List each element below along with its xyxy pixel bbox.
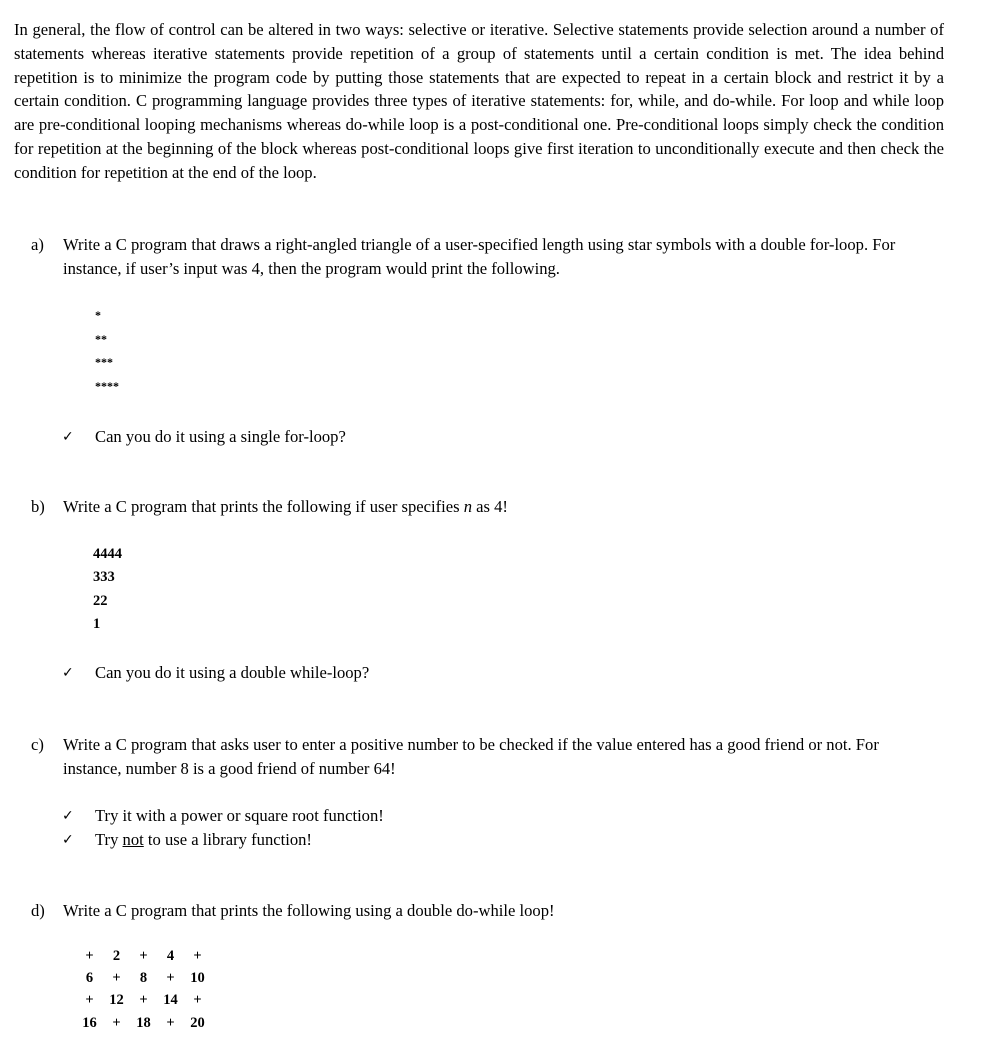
number-line: 22 <box>93 592 108 609</box>
grid-cell: 14 <box>163 992 178 1009</box>
triangle-line: **** <box>95 378 119 393</box>
grid-cell: + <box>193 992 202 1009</box>
question-a-text: Write a C program that draws a right-angled triangle of a user-specified length using star symbols with a double for-loop. For instance, if user’s input was 4, then the program would print the following. <box>63 235 896 278</box>
grid-row <box>76 945 211 967</box>
question-b-text-start: Write a C program that prints the following if user specifies <box>63 497 464 516</box>
grid-cell: + <box>85 947 94 964</box>
grid-row <box>76 990 211 1012</box>
grid-cell: 8 <box>139 969 148 986</box>
grid-row <box>76 1012 211 1034</box>
grid-cell: + <box>112 1014 121 1031</box>
checkmark-icon: ✓ <box>62 832 74 848</box>
grid-cell: 12 <box>109 992 124 1009</box>
number-line: 1 <box>93 616 101 633</box>
intro-paragraph: In general, the flow of control can be altered in two ways: selective or iterative. Selective statements provide selection around a number of statements whereas iterative statements provide repetition of a group of statements until a certain condition is met. The idea behind repetition is to minimize the program code by putting those statements that are expected to repeat in a certain block and restrict it by a certain condition. C programming language provides three types of iterative statements: for, while, and do-while. For loop and while loop are pre-conditional looping mechanisms whereas do-while loop is a post-conditional one. Pre-conditional loops simply check the condition for repetition at the beginning of the block whereas post-conditional loops give first iteration to unconditionally execute and then check the condition for repetition at the end of the loop. <box>14 20 944 182</box>
hint-a-text: Can you do it using a single for-loop? <box>95 427 346 446</box>
grid-cell: + <box>193 947 202 964</box>
grid-cell: 6 <box>85 969 94 986</box>
grid-cell: + <box>139 992 148 1009</box>
hint-c-1-text: Try it with a power or square root function! <box>95 806 384 825</box>
grid-cell: 16 <box>82 1014 97 1031</box>
question-c-text: Write a C program that asks user to enter a positive number to be checked if the value entered has a good friend or not. For instance, number 8 is a good friend of number 64! <box>63 735 879 778</box>
hint-c-2-start: Try <box>95 830 123 849</box>
grid-row <box>76 967 211 989</box>
grid-cell: + <box>112 969 121 986</box>
question-b-text <box>63 495 931 519</box>
grid-cell: + <box>139 947 148 964</box>
grid-cell: 18 <box>136 1014 151 1031</box>
triangle-line: * <box>95 308 101 322</box>
question-d-label: d) <box>31 901 45 920</box>
grid-cell: 10 <box>190 969 205 986</box>
question-d-text: Write a C program that prints the following using a double do-while loop! <box>63 901 555 920</box>
grid-cell: + <box>166 969 175 986</box>
question-b-text-end: as 4! <box>472 497 508 516</box>
grid-cell: 4 <box>166 947 175 964</box>
hint-b-text: Can you do it using a double while-loop? <box>95 663 370 682</box>
grid-cell: 2 <box>112 947 121 964</box>
checkmark-icon: ✓ <box>62 429 74 445</box>
variable-n: n <box>463 497 473 516</box>
pattern-grid <box>76 945 211 1034</box>
grid-cell: + <box>85 992 94 1009</box>
grid-cell: 20 <box>190 1014 205 1031</box>
checkmark-icon: ✓ <box>62 665 74 681</box>
hint-c-2-text <box>95 828 312 852</box>
question-c-label: c) <box>31 735 44 754</box>
checkmark-icon: ✓ <box>62 808 74 824</box>
triangle-line: *** <box>95 355 113 369</box>
question-a-label: a) <box>31 235 44 254</box>
question-b-label: b) <box>31 497 45 516</box>
hint-c-2-end: to use a library function! <box>143 830 312 849</box>
number-line: 333 <box>93 569 115 586</box>
number-line: 4444 <box>93 546 122 562</box>
hint-c-2-underlined: not <box>122 830 144 849</box>
grid-cell: + <box>166 1014 175 1031</box>
triangle-output <box>95 304 119 398</box>
triangle-line: ** <box>95 331 107 346</box>
number-output <box>93 543 122 637</box>
